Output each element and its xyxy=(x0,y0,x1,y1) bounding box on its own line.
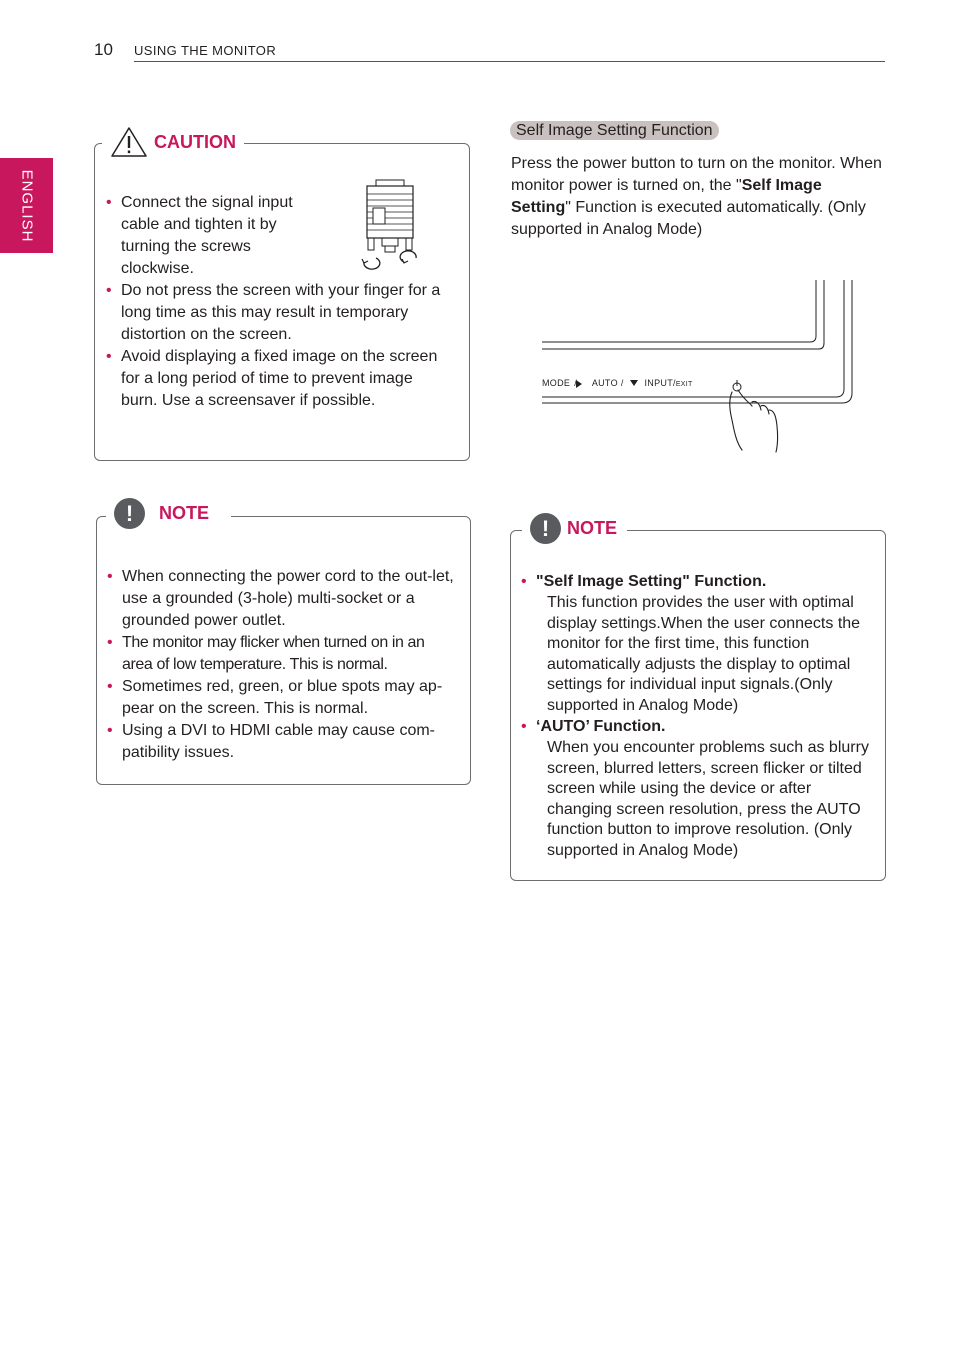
note-left-item: • Sometimes red, green, or blue spots may ap-pear on the screen. This is normal. xyxy=(107,676,457,720)
note-left-header xyxy=(106,498,231,529)
note-right-item-title: ‘AUTO’ Function. xyxy=(536,718,666,735)
caution-item: • Connect the signal input cable and tighten it by turning the screws clockwise. xyxy=(106,192,293,280)
self-image-paragraph xyxy=(511,153,886,241)
caution-label: CAUTION xyxy=(154,131,236,152)
self-image-para-part2: " Function is executed automatically. (Only supported in Analog Mode) xyxy=(511,199,866,238)
self-image-para-part1: Press the power button to turn on the monitor. When monitor power is turned on, the " xyxy=(511,155,882,194)
note-right-label: NOTE xyxy=(567,518,618,538)
auto-button-label: AUTO xyxy=(591,378,618,388)
monitor-button-labels: MODE / AUTO / INPUT/EXIT xyxy=(542,378,693,388)
note-right-header xyxy=(522,513,627,544)
note-right-item-title: "Self Image Setting" Function. xyxy=(536,573,767,590)
language-tab xyxy=(0,158,53,253)
note-right-list xyxy=(521,571,873,861)
caution-header xyxy=(102,126,244,158)
exclamation-icon: ! xyxy=(114,498,145,529)
self-image-heading xyxy=(510,120,719,142)
exclamation-icon: ! xyxy=(530,513,561,544)
signal-connector-screws-icon xyxy=(358,178,422,270)
section-title: USING THE MONITOR xyxy=(134,43,277,58)
note-right-item xyxy=(521,571,873,716)
note-right-item-body: When you encounter problems such as blurry screen, blurred letters, screen flicker or tilted screen while using the device or after changing screen resolution, press the AUTO function button to improve resolution. (Only supported in Analog Mode) xyxy=(547,739,869,859)
note-left-item: • The monitor may flicker when turned on in an area of low temperature. This is normal. xyxy=(107,632,457,676)
input-button-label: INPUT xyxy=(644,378,673,388)
monitor-power-button-illustration xyxy=(536,276,866,456)
note-left-list xyxy=(107,566,457,764)
self-image-heading-pill: Self Image Setting Function xyxy=(510,121,719,140)
language-tab-label: ENGLISH xyxy=(18,169,35,242)
warning-triangle-icon xyxy=(110,126,148,158)
note-left-item: • Using a DVI to HDMI cable may cause com-patibility issues. xyxy=(107,720,457,764)
exit-button-label: EXIT xyxy=(675,381,693,388)
header-rule xyxy=(134,61,885,62)
caution-item: • Do not press the screen with your finger for a long time as this may result in temporary distortion on the screen. xyxy=(106,280,447,346)
note-right-item xyxy=(521,716,873,861)
note-right-item-body: This function provides the user with optimal display settings.When the user connects the monitor for the first time, this function automatically adjusts the display to optimal settings for individual input signals.(Only supported in Analog Mode) xyxy=(547,594,861,714)
note-left-item: • When connecting the power cord to the out-let, use a grounded (3-hole) multi-socket or a grounded power outlet. xyxy=(107,566,457,632)
self-image-para-bold: Self Image Setting xyxy=(511,177,822,216)
caution-item: • Avoid displaying a fixed image on the screen for a long period of time to prevent image burn. Use a screensaver if possible. xyxy=(106,346,447,412)
mode-button-label: MODE xyxy=(542,378,571,388)
note-left-label: NOTE xyxy=(159,503,210,523)
page-number: 10 xyxy=(94,40,113,59)
